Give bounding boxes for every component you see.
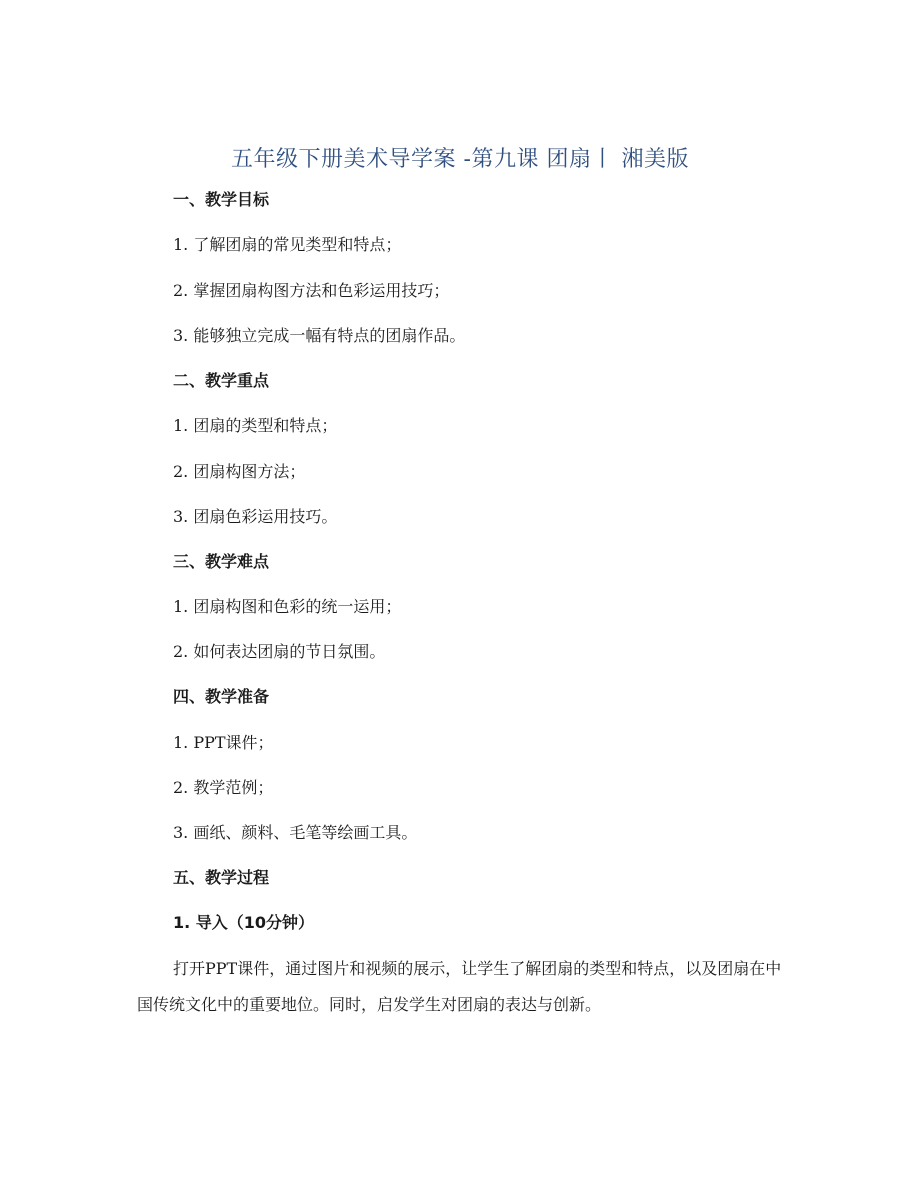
list-item: 2. 教学范例； [173, 778, 274, 797]
document-title: 五年级下册美术导学案 -第九课 团扇丨 湘美版 [231, 147, 689, 172]
list-item: 2. 掌握团扇构图方法和色彩运用技巧； [173, 281, 450, 300]
list-item: 3. 能够独立完成一幅有特点的团扇作品。 [173, 326, 466, 345]
list-item: 1. 了解团扇的常见类型和特点； [173, 235, 402, 254]
list-item: 1. PPT课件； [173, 733, 274, 752]
section-heading-process: 五、教学过程 [173, 868, 270, 887]
section-heading-objectives: 一、教学目标 [173, 190, 270, 209]
list-item: 1. 团扇构图和色彩的统一运用； [173, 597, 402, 616]
section-heading-difficulties: 三、教学难点 [173, 552, 270, 571]
section-heading-preparation: 四、教学准备 [173, 687, 270, 706]
list-item: 2. 团扇构图方法； [173, 462, 306, 481]
list-item: 3. 团扇色彩运用技巧。 [173, 507, 338, 526]
section-heading-key-points: 二、教学重点 [173, 371, 270, 390]
list-item: 1. 团扇的类型和特点； [173, 416, 338, 435]
list-item: 3. 画纸、颜料、毛笔等绘画工具。 [173, 823, 418, 842]
subsection-heading: 1. 导入（10分钟） [173, 913, 315, 932]
body-paragraph: 打开PPT课件，通过图片和视频的展示，让学生了解团扇的类型和特点，以及团扇在中国传统文化中的重要地位。同时，启发学生对团扇的表达与创新。 [137, 959, 782, 1014]
list-item: 2. 如何表达团扇的节日氛围。 [173, 642, 386, 661]
